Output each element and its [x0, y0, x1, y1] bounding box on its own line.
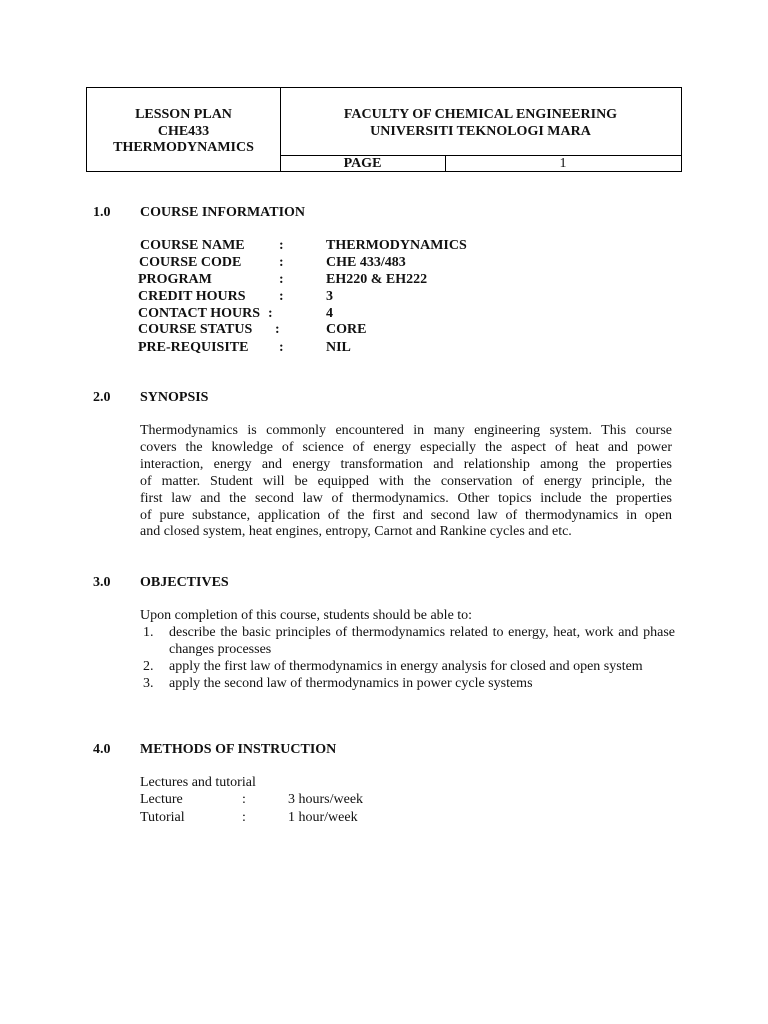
instruction-value: 1 hour/week — [288, 810, 358, 825]
instruction-separator: : — [242, 810, 246, 825]
faculty-name: FACULTY OF CHEMICAL ENGINEERING — [343, 107, 618, 122]
info-separator: : — [279, 340, 284, 355]
course-code-title: CHE433 — [157, 123, 210, 139]
lesson-plan-cell — [87, 107, 280, 157]
synopsis-paragraph — [140, 423, 672, 541]
section-number: 3.0 — [93, 575, 111, 590]
info-value: 3 — [326, 289, 333, 304]
list-item-number: 3. — [143, 675, 154, 691]
faculty-cell — [280, 107, 681, 140]
lesson-plan-title: LESSON PLAN — [135, 107, 232, 122]
instruction-separator: : — [242, 792, 246, 807]
list-item — [140, 676, 675, 693]
info-label: COURSE STATUS — [138, 322, 253, 337]
header-table — [86, 87, 682, 172]
info-separator: : — [279, 272, 284, 287]
info-value: 4 — [326, 306, 333, 321]
info-label: PROGRAM — [138, 272, 212, 287]
list-item — [140, 625, 675, 659]
info-separator: : — [268, 306, 273, 321]
list-item — [140, 659, 675, 676]
info-separator: : — [275, 322, 280, 337]
info-separator: : — [279, 289, 284, 304]
synopsis-line: and closed system, heat engines, entropy, Carnot and Rankine cycles and etc. — [140, 524, 572, 540]
info-value: CORE — [326, 322, 367, 337]
info-value: CHE 433/483 — [326, 255, 406, 270]
instruction-intro: Lectures and tutorial — [140, 775, 256, 790]
info-label: PRE-REQUISITE — [138, 340, 249, 355]
synopsis-line: first law and the second law of thermodynamics. Other topics include the properties — [140, 490, 672, 506]
section-title: SYNOPSIS — [140, 390, 209, 405]
objectives-list — [140, 625, 675, 693]
instruction-label: Lecture — [140, 792, 183, 807]
list-item-text: apply the second law of thermodynamics in power cycle systems — [169, 675, 533, 691]
info-label: CREDIT HOURS — [138, 289, 246, 304]
info-value: EH220 & EH222 — [326, 272, 428, 287]
section-number: 1.0 — [93, 205, 111, 220]
info-label: COURSE CODE — [139, 255, 242, 270]
synopsis-line: Thermodynamics is commonly encountered in many engineering system. This course — [140, 423, 672, 438]
page-number: 1 — [559, 156, 567, 171]
instruction-value: 3 hours/week — [288, 792, 364, 807]
instruction-label: Tutorial — [140, 810, 185, 825]
info-value: THERMODYNAMICS — [326, 238, 467, 253]
list-item-text: apply the first law of thermodynamics in energy analysis for closed and open system — [169, 658, 643, 674]
course-name-title: THERMODYNAMICS — [113, 140, 254, 155]
list-item-text: describe the basic principles of thermodynamics related to energy, heat, work and phase changes processes — [169, 625, 675, 657]
list-item-number: 1. — [143, 625, 154, 640]
info-label: CONTACT HOURS — [138, 306, 261, 321]
info-value: NIL — [326, 340, 351, 355]
section-number: 2.0 — [93, 390, 111, 405]
section-title: METHODS OF INSTRUCTION — [140, 742, 337, 757]
section-number: 4.0 — [93, 742, 111, 757]
section-title: COURSE INFORMATION — [140, 205, 306, 220]
synopsis-line: of matter. Student will be equipped with the conservation of energy principle, the — [140, 473, 672, 489]
list-item-number: 2. — [143, 658, 154, 674]
synopsis-line: of pure substance, application of the first and second law of thermodynamics in open — [140, 507, 672, 523]
info-separator: : — [279, 238, 284, 253]
synopsis-line: covers the knowledge of science of energy especially the aspect of heat and power — [140, 439, 672, 455]
info-label: COURSE NAME — [140, 238, 245, 253]
page-label: PAGE — [343, 156, 382, 171]
objectives-intro: Upon completion of this course, students should be able to: — [140, 608, 473, 623]
university-name: UNIVERSITI TEKNOLOGI MARA — [370, 123, 591, 139]
info-separator: : — [279, 255, 284, 270]
section-title: OBJECTIVES — [140, 575, 229, 590]
synopsis-line: interaction, energy and energy transformation and relationship among the properties — [140, 456, 672, 472]
